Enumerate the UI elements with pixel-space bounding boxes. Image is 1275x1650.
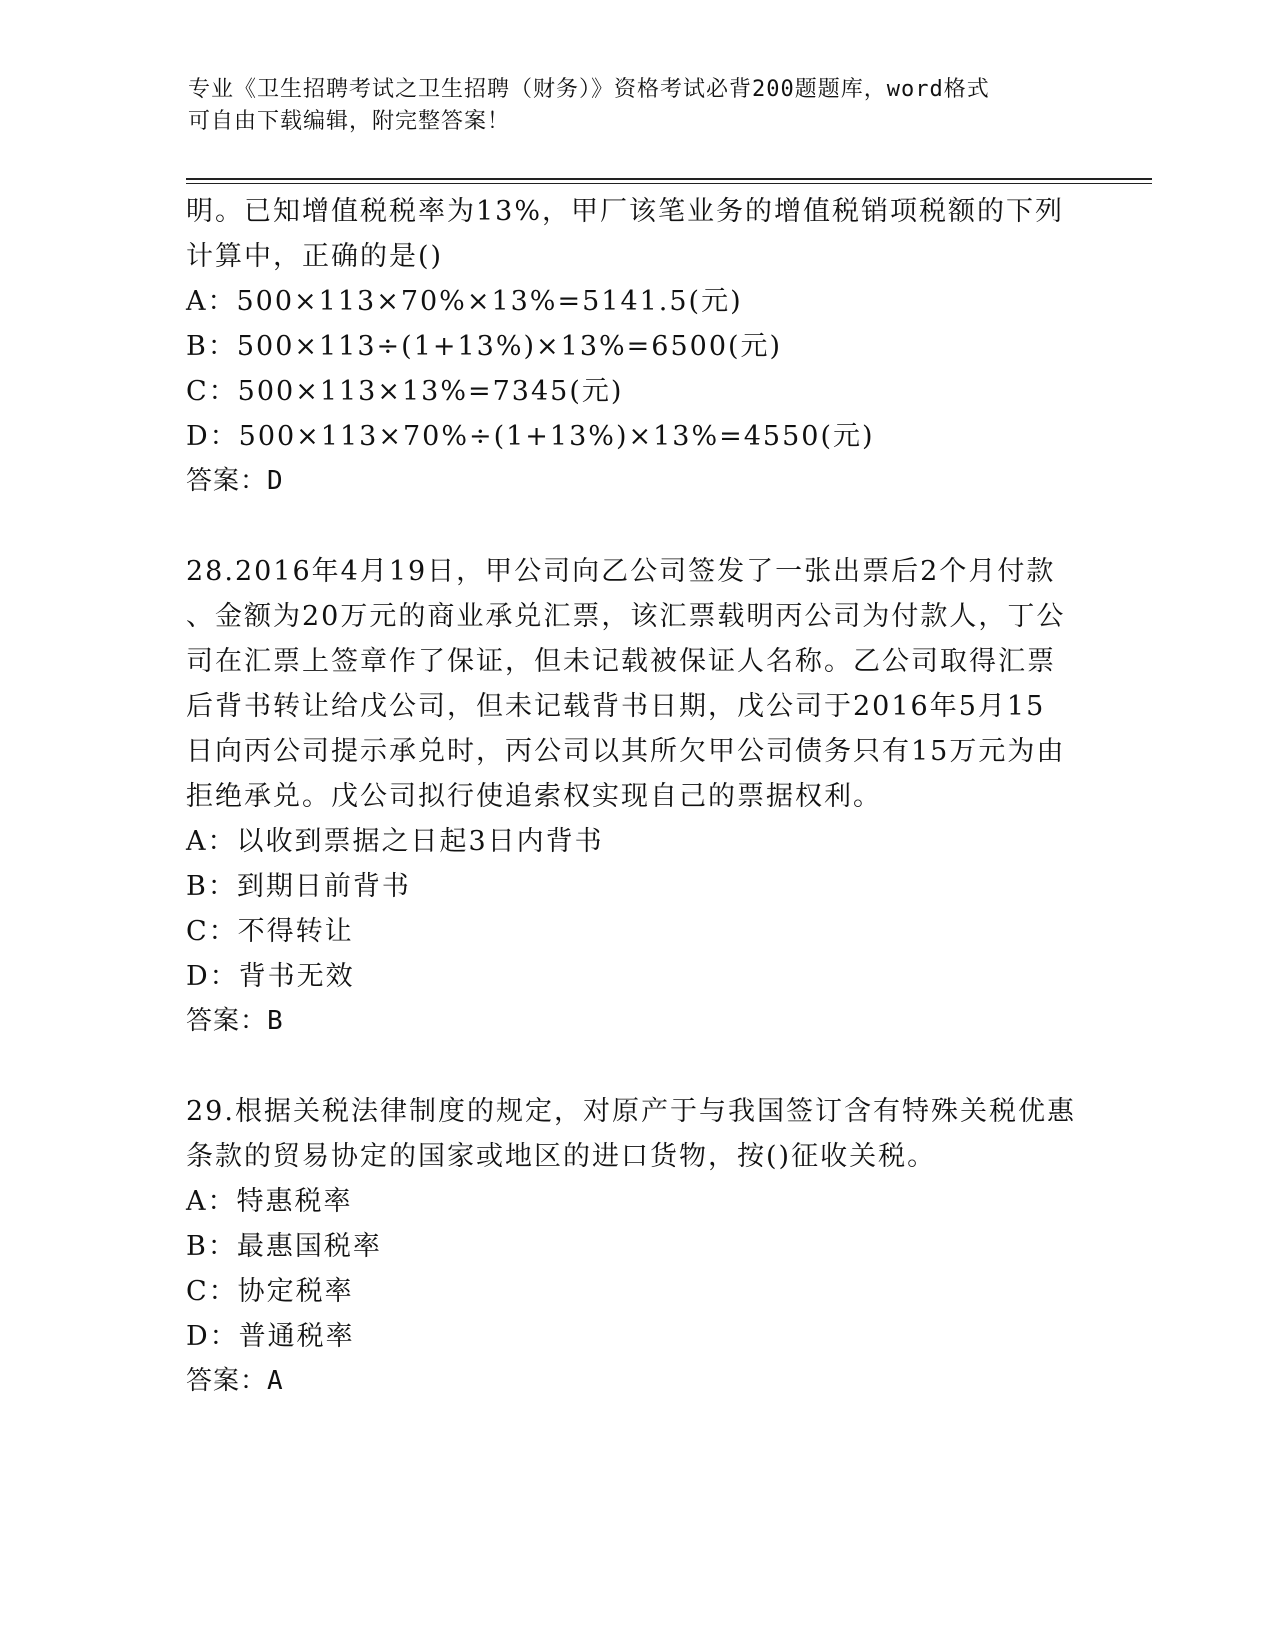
option-d: D：500×113×70%÷(1+13%)×13%=4550(元) (186, 421, 875, 452)
question-text-line: 司在汇票上签章作了保证，但未记载被保证人名称。乙公司取得汇票 (186, 646, 1056, 677)
header-divider-thick (186, 178, 1152, 180)
answer-line: 答案：B (186, 1006, 284, 1036)
question-28 (186, 549, 1086, 1044)
question-text-line: 28.2016年4月19日，甲公司向乙公司签发了一张出票后2个月付款 (186, 556, 1056, 587)
option-a: A：以收到票据之日起3日内背书 (186, 826, 604, 857)
spacer (186, 1044, 1086, 1089)
spacer (186, 504, 1086, 549)
option-c: C：500×113×13%=7345(元) (186, 376, 624, 407)
question-text-line: 日向丙公司提示承兑时，丙公司以其所欠甲公司债务只有15万元为由 (186, 736, 1066, 767)
option-b: B：最惠国税率 (186, 1231, 382, 1262)
question-text-line: 拒绝承兑。戊公司拟行使追索权实现自己的票据权利。 (186, 781, 882, 812)
option-d: D：背书无效 (186, 961, 355, 992)
document-header (188, 74, 1068, 138)
question-text-line: 明。已知增值税税率为13%，甲厂该笔业务的增值税销项税额的下列 (186, 196, 1065, 227)
answer-line: 答案：D (186, 466, 284, 496)
question-27 (186, 189, 1086, 504)
question-text-line: 后背书转让给戊公司，但未记载背书日期，戊公司于2016年5月15 (186, 691, 1046, 722)
option-b: B：500×113÷(1+13%)×13%=6500(元) (186, 331, 783, 362)
header-divider-thin (186, 183, 1152, 184)
option-c: C：不得转让 (186, 916, 354, 947)
question-29 (186, 1089, 1086, 1404)
question-text-line: 计算中，正确的是() (186, 241, 444, 272)
header-line-1: 专业《卫生招聘考试之卫生招聘（财务）》资格考试必背200题题库，word格式 (188, 77, 990, 102)
option-b: B：到期日前背书 (186, 871, 411, 902)
question-text-line: 条款的贸易协定的国家或地区的进口货物，按()征收关税。 (186, 1141, 937, 1172)
question-content (186, 189, 1086, 1404)
question-text-line: 29.根据关税法律制度的规定，对原产于与我国签订含有特殊关税优惠 (186, 1096, 1076, 1127)
option-a: A：500×113×70%×13%=5141.5(元) (186, 286, 743, 317)
header-line-2: 可自由下载编辑，附完整答案！ (188, 109, 511, 134)
answer-line: 答案：A (186, 1366, 284, 1396)
option-a: A：特惠税率 (186, 1186, 353, 1217)
question-text-line: 、金额为20万元的商业承兑汇票，该汇票载明丙公司为付款人，丁公 (186, 601, 1066, 632)
option-c: C：协定税率 (186, 1276, 354, 1307)
option-d: D：普通税率 (186, 1321, 355, 1352)
